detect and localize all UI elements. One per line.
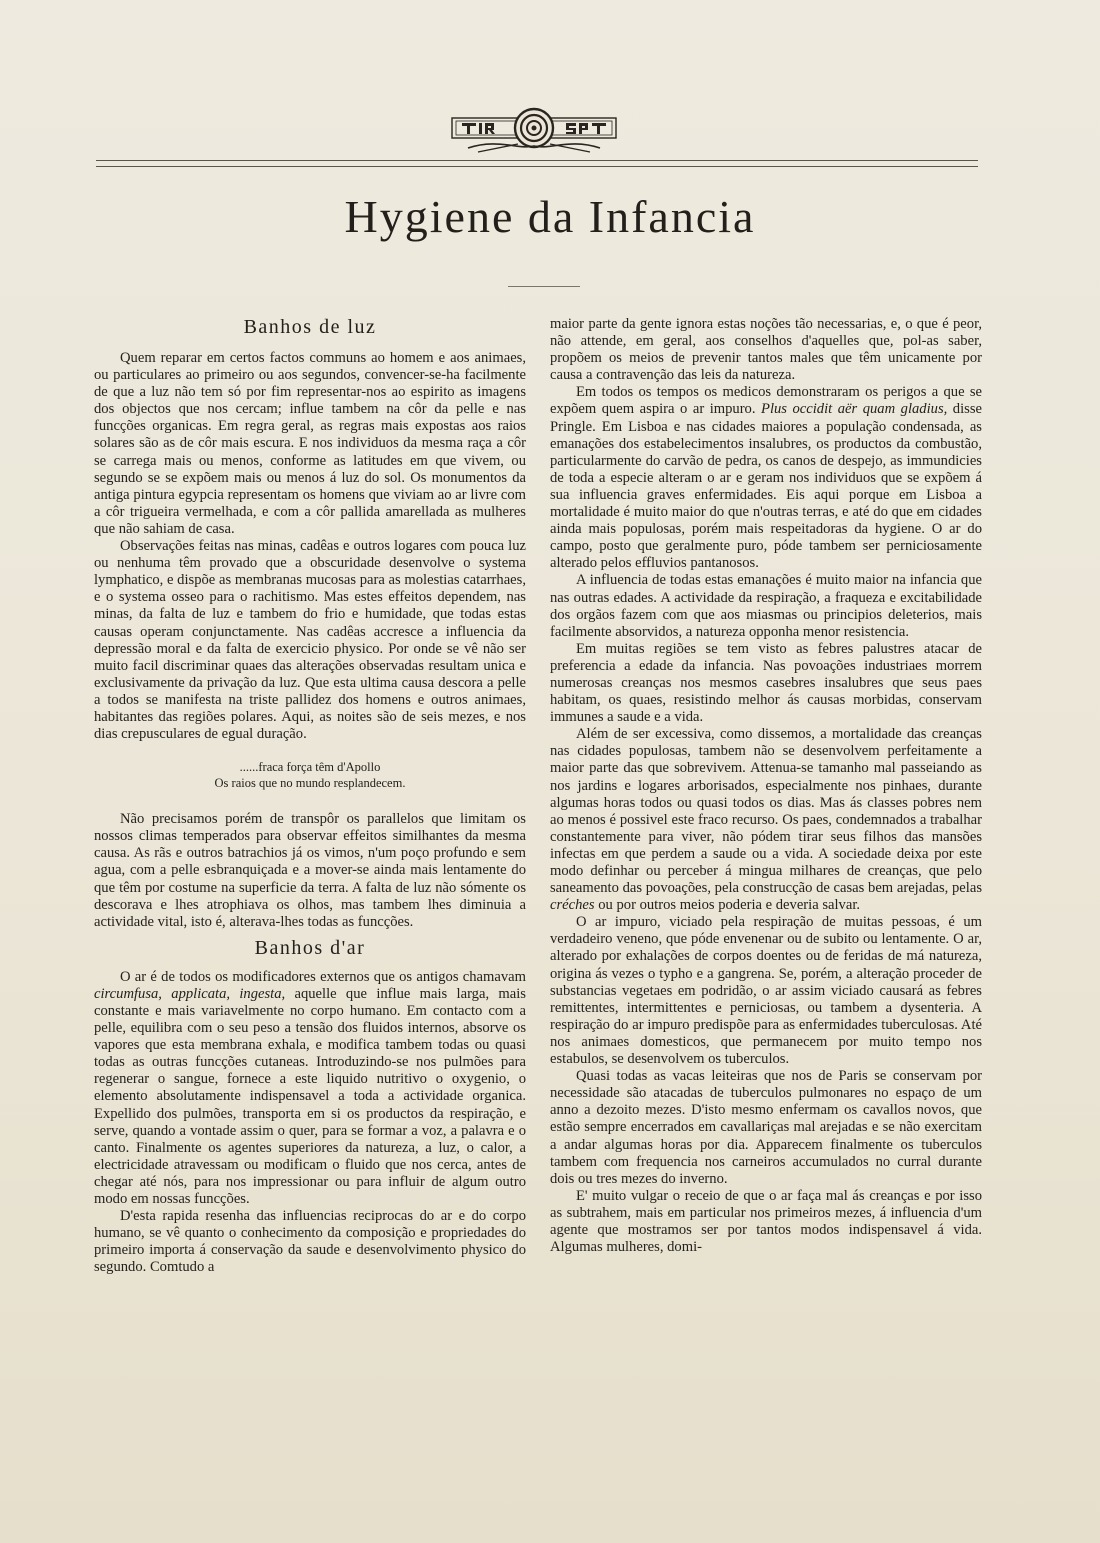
title-divider xyxy=(508,286,580,287)
paragraph: Em todos os tempos os medicos demonstraram os perigos a que se expõem quem aspira o ar impuro. Plus occidit aër quam gladius, disse Pringle. Em Lisboa e nas cidades maiores a população condensada, as emanações dos estabelecimentos insalubres, os productos da combustão, particularmente do carvão de pedra, os canos de despejo, as immundicies de toda a especie alteram o ar e geram nos individuos que se expõem á sua influencia graves enfermidades. Eis aqui porque em Lisboa a mortalidade é muito maior do que n'outras terras, e até do que em cidades ainda mais populosas, porém mais respeitadoras da hygiene. O ar do campo, posto que geralmente puro, póde tambem ser perniciosamente alterado pelos effluvios pantanosos. xyxy=(550,384,982,572)
verse-line: ......fraca força têm d'Apollo xyxy=(239,760,381,775)
paragraph: Quem reparar em certos factos communs ao homem e aos animaes, ou particulares ao primeiro ou aos segundos, convencer-se-ha facilmente de que a luz não tem só por fim representar-nos ao espirito as imagens dos objectos que nos cercam; influe tambem na côr da pelle e nas funcções organicas. Em regra geral, as regras mais expostas aos raios solares são as de côr mais escura. E nos individuos da mesma raça a côr se carrega mais ou menos, conforme as latitudes em que vivem, ou segundo se se expõem mais ou menos á luz do sol. Os monumentos da antiga pintura egypcia representam os homens que viviam ao ar livre com a côr trigueira vermelhada, e com a côr pallida amarellada as mulheres que não sahiam de casa. xyxy=(94,350,526,537)
paragraph: maior parte da gente ignora estas noções tão necessarias, e, o que é peor, não attende, em geral, aos conselhos d'aquelles que, pol-as saber, propõem os meios de prevenir tantos males que têm unicamente por causa a contravenção das leis da natureza. xyxy=(550,316,982,384)
section-heading: Banhos d'ar xyxy=(254,936,366,959)
paragraph: D'esta rapida resenha das influencias reciprocas do ar e do corpo humano, se vê quanto o conhecimento da composição e propriedades do primeiro importa á conservação da saude e desenvolvimento physico do segundo. Comtudo a xyxy=(94,1208,526,1276)
header-rule xyxy=(96,166,978,167)
verse-line: Os raios que no mundo resplandecem. xyxy=(214,776,406,791)
paragraph: Além de ser excessiva, como dissemos, a mortalidade das creanças nas cidades populosas, tambem não se desenvolvem perfeitamente a maior parte das que sobrevivem. Attenua-se tamanho mal passeiando as nos jardins e logares arborisados, especialmente nos pinhaes, durante algumas horas todos ou quasi todos os dias. Mas ás classes pobres nem ao menos é possivel este fraco recurso. Os paes, condemnados a trabalhar constantemente para viver, não pódem tirar seus filhos das mansões infectas em que perdem a saude ou a vida. A sociedade deixa por este modo definhar ou perceber á mingua milhares de creanças, que pelo saneamento das povoações, pela construcção de casas bem arejadas, pelas créches ou por outros meios poderia e deveria salvar. xyxy=(550,726,982,914)
paragraph: A influencia de todas estas emanações é muito maior na infancia que nas outras edades. A actividade da respiração, a fraqueza e excitabilidade dos orgãos fazem com que aos miasmas ou principios deleterios, mais facilmente absorvidos, a natureza opponha menor resistencia. xyxy=(550,572,982,640)
paragraph: E' muito vulgar o receio de que o ar faça mal ás creanças e por isso as subtrahem, mais em particular nos primeiros mezes, á influencia d'um agente que mostramos ser por tantos modos indispensavel á vida. Algumas mulheres, domi- xyxy=(550,1187,982,1256)
verse-quote xyxy=(94,759,526,791)
right-column xyxy=(550,316,982,1256)
paragraph: O ar impuro, viciado pela respiração de muitas pessoas, é um verdadeiro veneno, que póde envenenar ou de subito ou lentamente. O ar, alterado por exhalações de corpos doentes ou de feridas de má natureza, origina ás vezes o typho e a gangrena. Se, porém, a alteração proceder de substancias vegetaes em podridão, o ar assim viciado causará as febres remittentes, intermittentes e perniciosas, ou tambem a dysenteria. A respiração do ar impuro predispõe para as enfermidades tuberculosas. Até nos animaes domesticos, que permanecem por muito tempo nos estabulos, se desenvolvem os tuberculos. xyxy=(550,914,982,1068)
left-column xyxy=(94,316,526,1277)
header-rule xyxy=(96,160,978,161)
paragraph: O ar é de todos os modificadores externos que os antigos chamavam circumfusa, applicata, ingesta, aquelle que influe mais larga, mais constante e mais variavelmente no corpo humano. Em contacto com a pelle, equilibra com o seu peso a tensão dos fluidos internos, absorve os vapores que esta membrana exhala, e modifica tambem todas ou quasi todas as outras funcções cutaneas. Introduzindo-se nos pulmões para regenerar o sangue, fornece a este liquido nutritivo o oxygenio, o elemento absolutamente indispensavel a toda a actividade organica. Expellido dos pulmões, transporta em si os productos da respiração, e serve, quando a vontade assim o quer, para se formar a voz, a palavra e o canto. Finalmente os agentes superiores da natureza, a luz, o calor, a electricidade atravessam ou modificam o fluido que nos cerca, antes de chegar até nós, para nos impressionar ou para influir de algum outro modo em nossas funcções. xyxy=(94,968,526,1208)
paragraph: Não precisamos porém de transpôr os parallelos que limitam os nossos climas temperados para observar effeitos similhantes da mesma causa. As rãs e outros batrachios já os vimos, n'um poço profundo e sem agua, com a pelle esbranquiçada e a mover-se ainda mais lentamente do que têm por costume na superficie da terra. A falta de luz não sómente os descorava e lhes atrophiava os olhos, mas tambem lhes diminuia a actividade vital, isto é, alterava-lhes todas as funcções. xyxy=(94,811,526,930)
page-title: Hygiene da Infancia xyxy=(344,191,756,242)
paragraph: Observações feitas nas minas, cadêas e outros logares com pouca luz ou nenhuma têm provado que a obscuridade desenvolve o systema lymphatico, e dispõe as membranas mucosas para as molestias catarrhaes, e o systema osseo para o rachitismo. Mas estes effeitos dependem, nas minas, da falta de luz e tambem do frio e humidade, que todas estas causas operam conjunctamente. Nas cadêas accresce a influencia da depressão moral e da falta de exercicio physico. Por onde se vê não ser muito facil discriminar quaes das alterações observadas resultam unica e exclusivamente da privação da luz. Que esta ultima causa descora a pelle a todos se manifesta na triste pallidez dos homens e outros animaes, habitantes das regiões polares. Aqui, as noites são de seis mezes, e nos dias crepusculares de egual duração. xyxy=(94,538,526,743)
tiro-e-sport-logo-icon xyxy=(448,104,620,156)
section-heading: Banhos de luz xyxy=(243,316,377,338)
paragraph: Quasi todas as vacas leiteiras que nos de Paris se conservam por necessidade são atacadas de tuberculos pulmonares no espaço de um anno a dezoito mezes. D'isto mesmo enfermam os cavallos novos, que estão sempre encerrados em cavallariças mal arejadas e se não exercitam a andar algumas horas por dia. Apparecem finalmente os tuberculos tambem com frequencia nos carneiros accumulados no curral durante dois ou tres mezes do inverno. xyxy=(550,1068,982,1187)
paragraph: Em muitas regiões se tem visto as febres palustres atacar de preferencia a edade da infancia. Nas povoações industriaes morrem numerosas creanças nos mesmos casebres insalubres que seus paes habitam, os quaes, resistindo melhor ás causas morbidas, conservam immunes a saude e a vida. xyxy=(550,640,982,726)
